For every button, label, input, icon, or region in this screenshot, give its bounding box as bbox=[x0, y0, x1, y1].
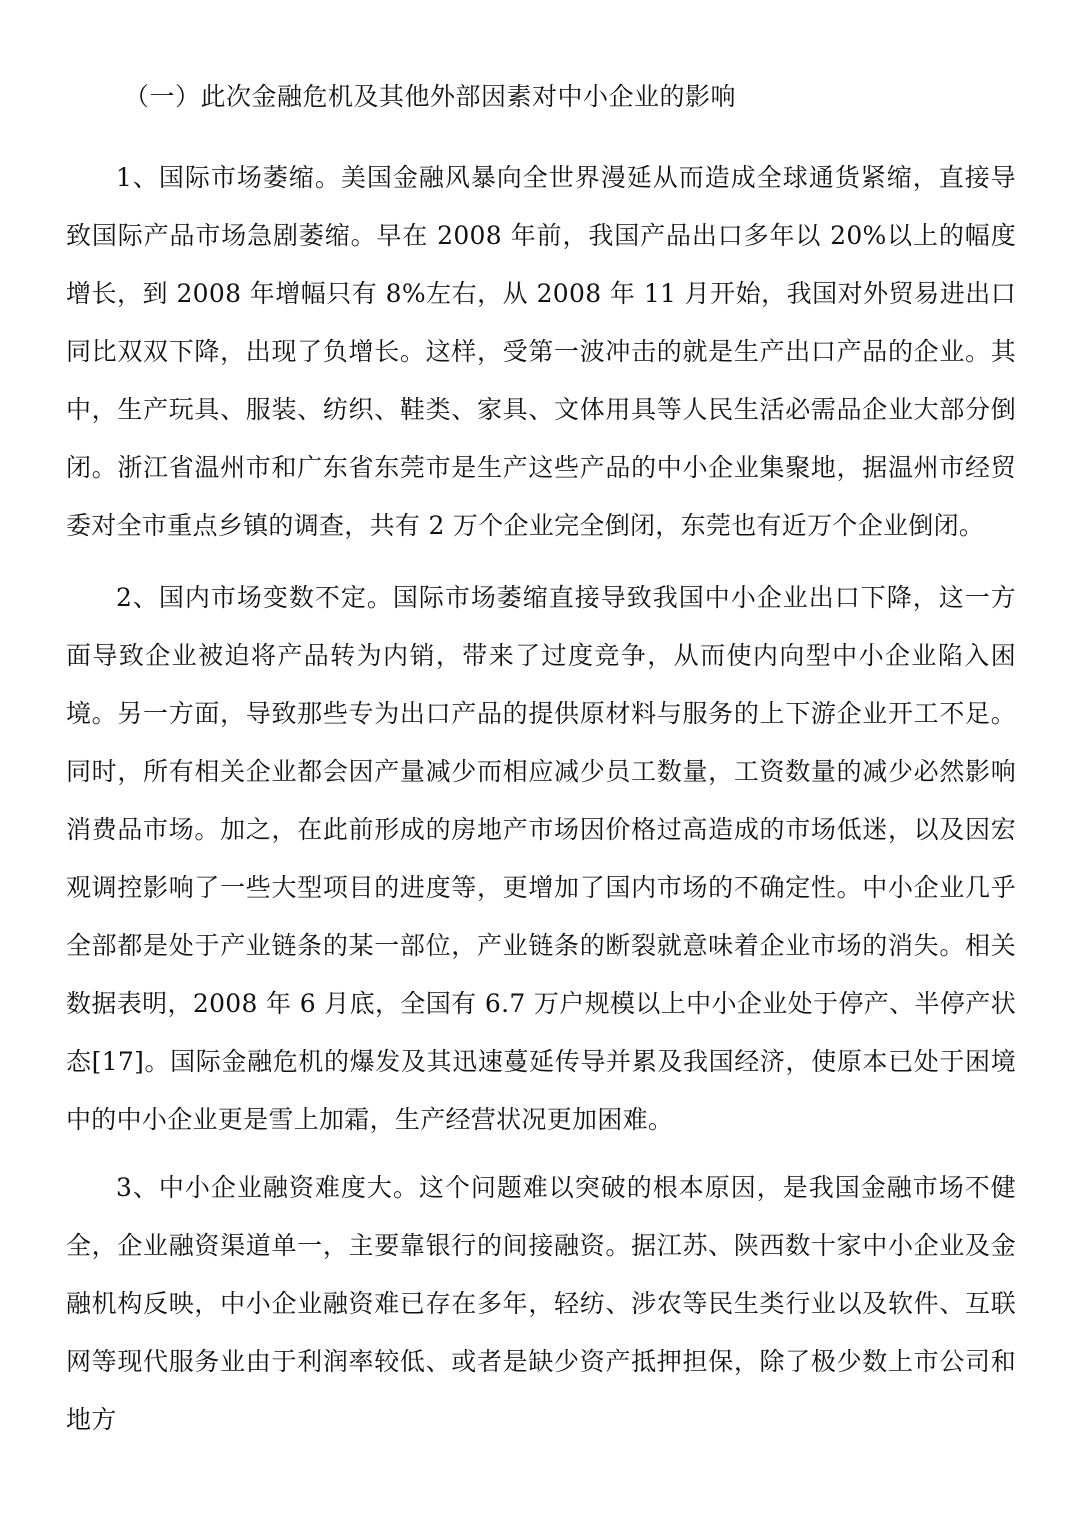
paragraph-financing-difficulty: 3、中小企业融资难度大。这个问题难以突破的根本原因，是我国金融市场不健全，企业融资渠道单一，主要靠银行的间接融资。据江苏、陕西数十家中小企业及金融机构反映，中小企业融资难已存在多年，轻纺、涉农等民生类行业以及软件、互联网等现代服务业由于利润率较低、或者是缺少资产抵押担保，除了极少数上市公司和地方 bbox=[66, 1173, 1016, 1434]
paragraph-international-market: 1、国际市场萎缩。美国金融风暴向全世界漫延从而造成全球通货紧缩，直接导致国际产品市场急剧萎缩。早在 2008 年前，我国产品出口多年以 20%以上的幅度增长，到 2008 年增幅只有 8%左右，从 2008 年 11 月开始，我国对外贸易进出口同比双双下降，出现了负增长。这样，受第一波冲击的就是生产出口产品的企业。其中，生产玩具、服装、纺织、鞋类、家具、文体用具等人民生活必需品企业大部分倒闭。浙江省温州市和广东省东莞市是生产这些产品的中小企业集聚地，据温州市经贸委对全市重点乡镇的调查，共有 2 万个企业完全倒闭，东莞也有近万个企业倒闭。 bbox=[66, 163, 1016, 540]
section-heading: （一）此次金融危机及其他外部因素对中小企业的影响 bbox=[124, 82, 737, 111]
paragraph-domestic-market: 2、国内市场变数不定。国际市场萎缩直接导致我国中小企业出口下降，这一方面导致企业被迫将产品转为内销，带来了过度竞争，从而使内向型中小企业陷入困境。另一方面，导致那些专为出口产品的提供原材料与服务的上下游企业开工不足。同时，所有相关企业都会因产量减少而相应减少员工数量，工资数量的减少必然影响消费品市场。加之，在此前形成的房地产市场因价格过高造成的市场低迷，以及因宏观调控影响了一些大型项目的进度等，更增加了国内市场的不确定性。中小企业几乎全部都是处于产业链条的某一部位，产业链条的断裂就意味着企业市场的消失。相关数据表明，2008 年 6 月底，全国有 6.7 万户规模以上中小企业处于停产、半停产状态[17]。国际金融危机的爆发及其迅速蔓延传导并累及我国经济，使原本已处于困境中的中小企业更是雪上加霜，生产经营状况更加困难。 bbox=[66, 583, 1016, 1134]
